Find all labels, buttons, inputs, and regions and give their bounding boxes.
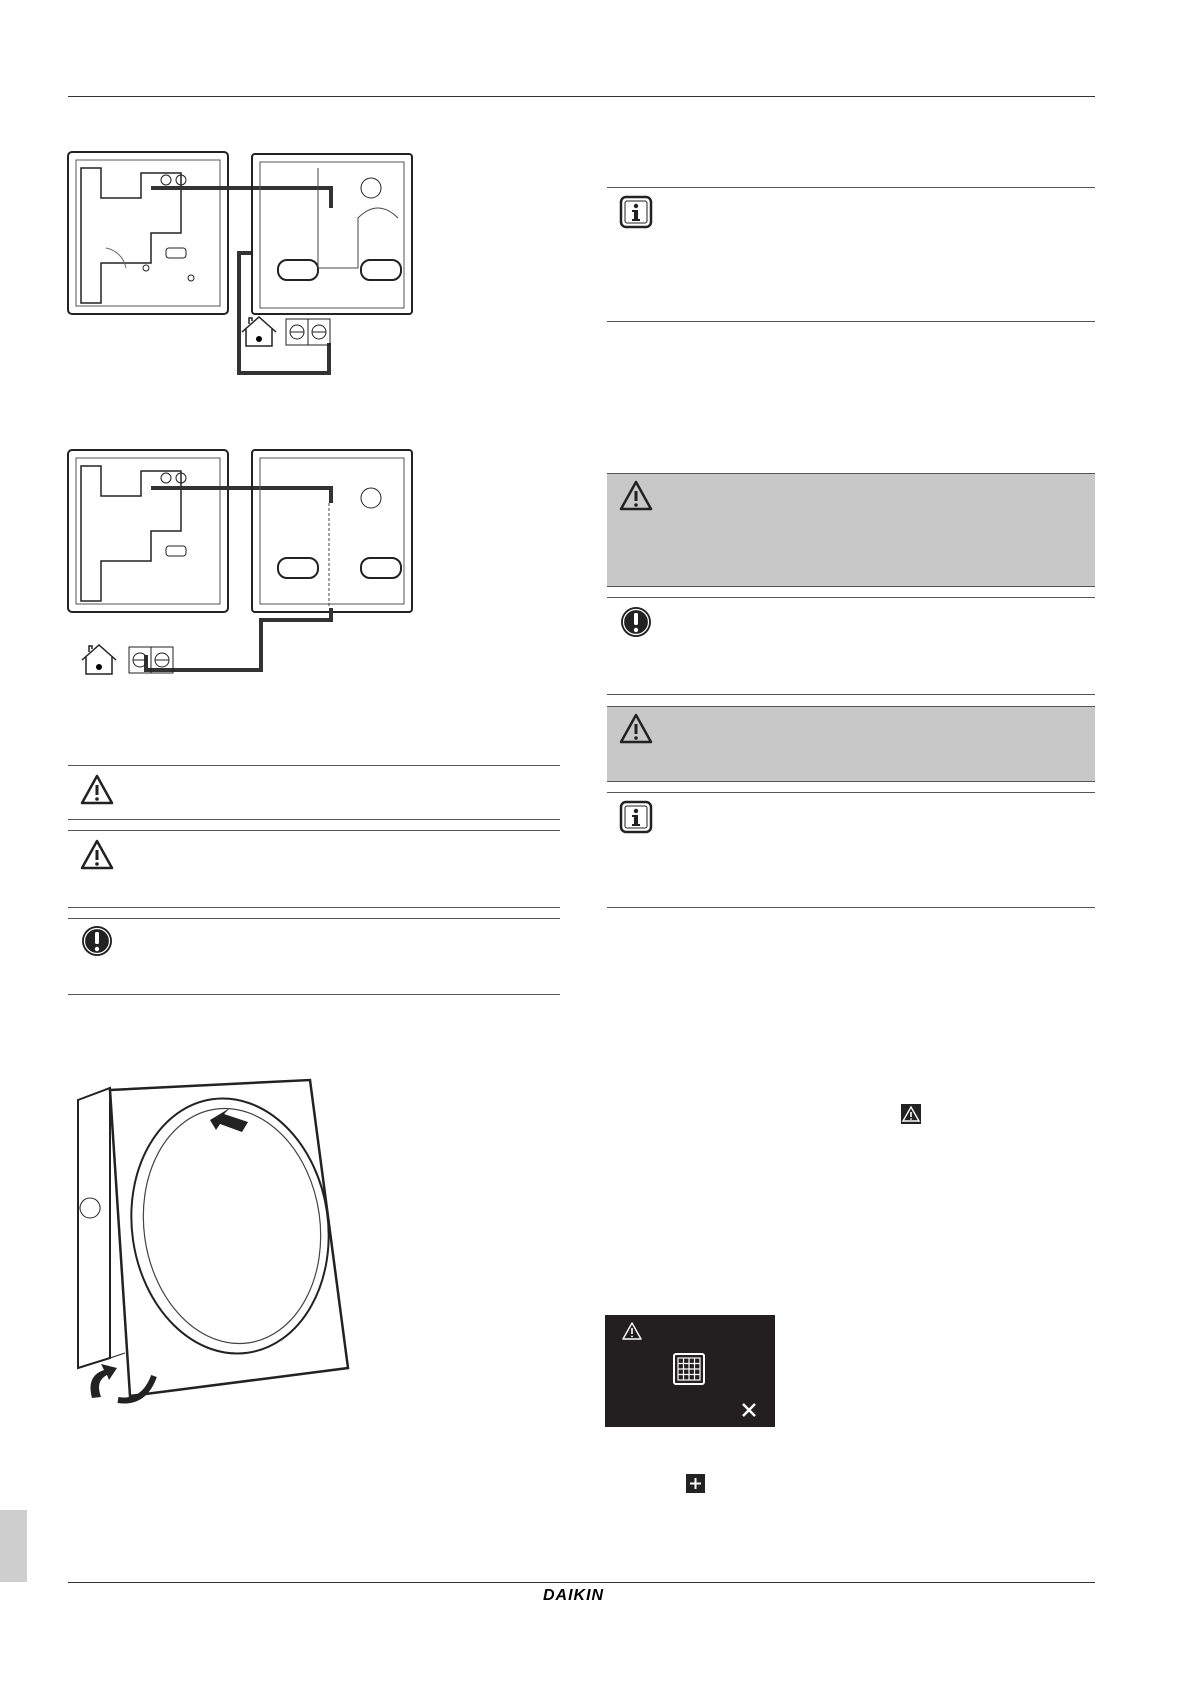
caution-note-2 bbox=[607, 597, 1095, 695]
caution-note-1 bbox=[68, 918, 560, 995]
exclamation-circle-icon bbox=[80, 924, 114, 958]
info-icon bbox=[619, 800, 653, 834]
wiring-diagram-top bbox=[66, 148, 416, 408]
warning-note-grey-1 bbox=[607, 473, 1095, 587]
controller-screen bbox=[605, 1315, 775, 1427]
controller-cover-illustration bbox=[70, 1078, 355, 1408]
exclamation-circle-icon bbox=[619, 605, 653, 639]
grid-icon[interactable] bbox=[673, 1353, 705, 1385]
daikin-logo: DAIKIN bbox=[543, 1587, 605, 1604]
warning-triangle-icon bbox=[619, 712, 653, 746]
chapter-side-tab bbox=[0, 1510, 27, 1582]
info-note-2 bbox=[607, 792, 1095, 908]
terminal-block-icon bbox=[128, 646, 174, 674]
warning-inline-icon bbox=[901, 1104, 921, 1124]
info-icon bbox=[619, 195, 653, 229]
warning-note-2 bbox=[68, 830, 560, 908]
house-icon bbox=[79, 642, 119, 676]
header-rule bbox=[68, 96, 1095, 97]
plus-icon bbox=[686, 1474, 705, 1493]
close-icon[interactable] bbox=[741, 1402, 757, 1418]
warning-note-grey-2 bbox=[607, 706, 1095, 782]
warning-triangle-icon bbox=[80, 773, 114, 807]
terminal-block-icon bbox=[285, 318, 331, 346]
warning-triangle-icon bbox=[619, 479, 653, 513]
warning-note-1 bbox=[68, 765, 560, 820]
warning-triangle-icon bbox=[80, 838, 114, 872]
info-note-1 bbox=[607, 187, 1095, 322]
warning-triangle-icon bbox=[622, 1322, 642, 1340]
footer-rule bbox=[68, 1582, 1095, 1583]
house-icon bbox=[239, 314, 279, 348]
